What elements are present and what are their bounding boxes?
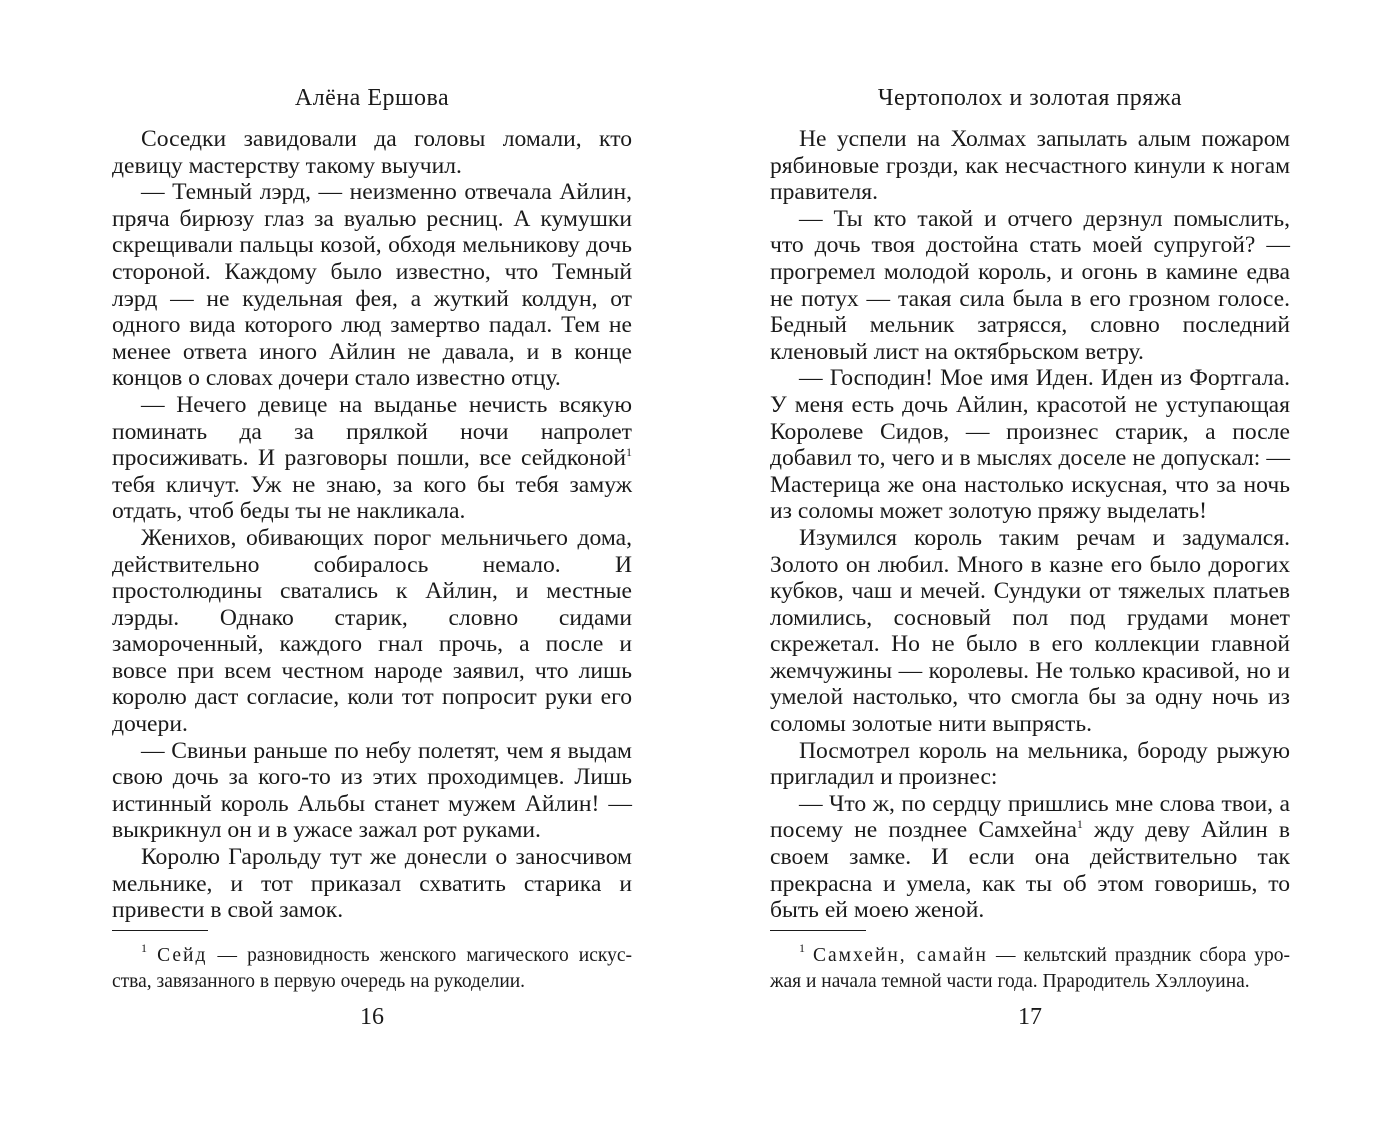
right-body-text (770, 126, 1290, 924)
paragraph-with-footnote (770, 791, 1290, 924)
paragraph-with-footnote (112, 392, 632, 525)
footnote-divider (112, 930, 208, 931)
footnote-number: 1 (141, 941, 147, 955)
right-running-head: Чертополох и золотая пряжа (877, 85, 1183, 111)
left-page-number: 16 (360, 1004, 384, 1030)
paragraph-text: тебя кличут. Уж не знаю, за кого бы тебя замуж отдать, чтоб беды ты не накликала. (112, 471, 632, 525)
footnote-number: 1 (799, 941, 805, 955)
footnote-text: — разновидность женского магического искусства, завязанного в первую очередь на рукоделии. (112, 945, 633, 992)
paragraph-text: — Что ж, по сердцу пришлись мне слова твои, а посему не позднее Самхейна (770, 790, 1290, 844)
right-page-number: 17 (1018, 1004, 1042, 1030)
footnote-term: Сейд (157, 945, 208, 966)
paragraph: Изумился король таким речам и задумался. Золото он любил. Много в казне его было дорогих кубков, чаш и мечей. Сундуки от тяжелых платьев ломились, сосновый пол под грудами монет скрежетал. Но не было в его коллекции главной жемчужины — королевы. Не только красивой, но и умелой настолько, что смогла бы за одну ночь из соломы золотые нити выпрясть. (770, 524, 1290, 738)
paragraph: — Господин! Мое имя Иден. Иден из Фортгала. У меня есть дочь Айлин, красотой не уступающая Королеве Сидов, — произнес старик, а после добавил то, чего и в мыслях доселе не допускал: — Мастерица же она настолько искусная, что за ночь из соломы может золотую пряжу выделать! (770, 365, 1290, 525)
paragraph: Королю Гарольду тут же донесли о заносчивом мельнике, и тот приказал схватить старика и привести в свой замок. (112, 844, 632, 924)
footnote-divider (770, 930, 866, 931)
paragraph: Соседки завидовали да головы ломали, кто девицу мастерству такому выучил. (112, 126, 632, 179)
paragraph-text: жду деву Айлин в своем замке. И если она действительно так прекрасна и умела, как ты об этом говоришь, то быть ей моею женой. (770, 817, 1291, 924)
paragraph: — Ты кто такой и отчего дерзнул помыслить, что дочь твоя достойна стать моей супругой? — прогремел молодой король, и огонь в камине едва не потух — такая сила была в его грозном голосе. Бедный мельник затрясся, словно последний кленовый лист на октябрьском ветру. (770, 205, 1290, 365)
footnote (112, 943, 632, 995)
footnote-reference: 1 (626, 445, 632, 460)
left-body-text (112, 126, 632, 924)
paragraph: Не успели на Холмах запылать алым пожаром рябиновые грозди, как несчастного кинули к ногам правителя. (770, 126, 1290, 206)
paragraph: — Свиньи раньше по небу полетят, чем я выдам свою дочь за кого-то из этих проходимцев. Лишь истинный король Альбы станет мужем Айлин! — выкрикнул он и в ужасе зажал рот руками. (112, 737, 632, 844)
paragraph: Посмотрел король на мельника, бороду рыжую пригладил и произнес: (770, 737, 1290, 791)
footnote-text: — кельтский праздник сбора урожая и начала темной части года. Прародитель Хэллоуина. (770, 945, 1291, 992)
paragraph-text: — Нечего девице на выданье нечисть всякую поминать да за прялкой ночи напролет просиживать. И разговоры пошли, все сейдконой (112, 391, 632, 472)
right-page (770, 0, 1291, 1030)
left-running-head: Алёна Ершова (294, 85, 450, 111)
footnote-term: Самхейн, самайн (813, 945, 988, 966)
paragraph: Женихов, обивающих порог мельничьего дома, действительно собиралось немало. И простолюдины сватались к Айлин, и местные лэрды. Однако старик, словно сидами замороченный, каждого гнал прочь, а после и вовсе при всем честном народе заявил, что лишь королю даст согласие, коли тот попросит руки его дочери. (112, 524, 632, 738)
footnote (770, 943, 1290, 995)
left-footnote-area (112, 930, 632, 995)
right-footnote-area (770, 930, 1290, 995)
footnote-reference: 1 (1076, 817, 1083, 832)
paragraph: — Темный лэрд, — неизменно отвечала Айлин, пряча бирюзу глаз за вуалью ресниц. А кумушки скрещивали пальцы козой, обходя мельникову дочь стороной. Каждому было известно, что Темный лэрд — не кудельная фея, а жуткий колдун, от одного вида которого люд замертво падал. Тем не менее ответа иного Айлин не давала, и в конце концов о словах дочери стало известно отцу. (112, 179, 632, 392)
left-page (112, 0, 633, 1030)
